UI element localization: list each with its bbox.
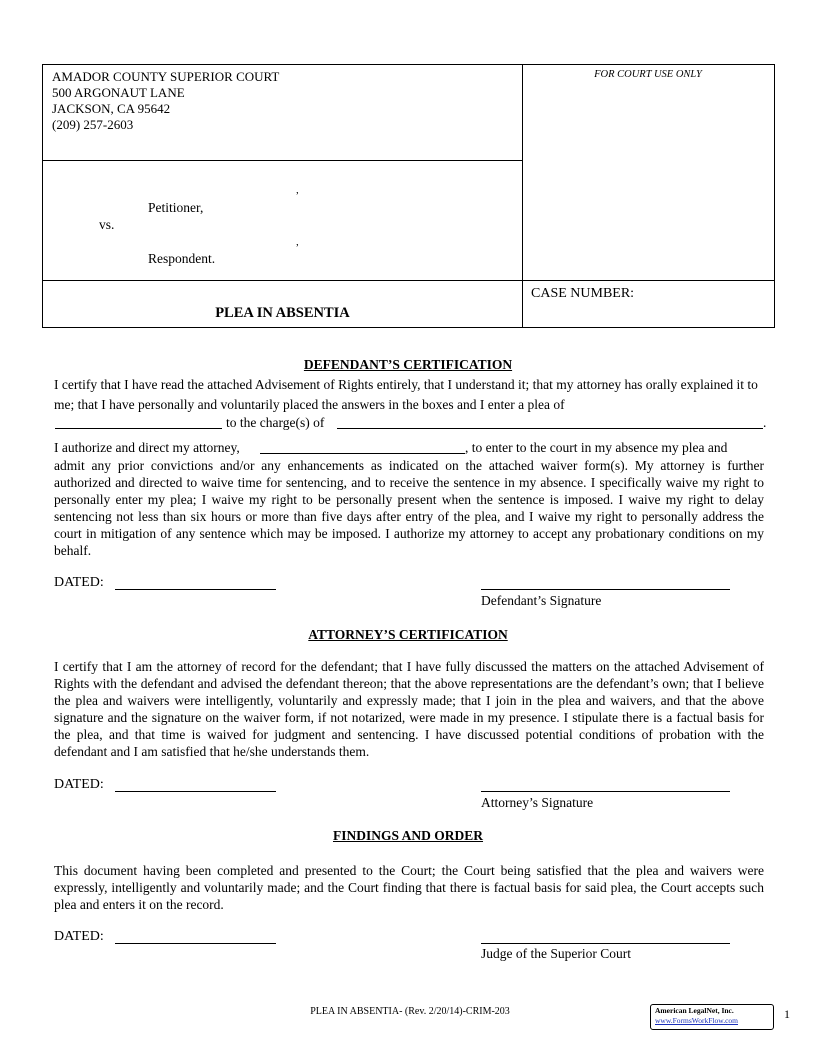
respondent-label: Respondent. [148,251,216,266]
findings-heading: FINDINGS AND ORDER [332,828,484,843]
attorney-signature-line[interactable] [481,791,730,792]
court-address-block [52,69,279,133]
petitioner-label: Petitioner, [148,200,204,215]
judge-date-line[interactable] [115,943,276,944]
respondent-comma: , [296,236,299,248]
publisher-link[interactable]: www.FormsWorkFlow.com [655,1016,739,1025]
charge-label: to the charge(s) of [226,415,325,430]
defendant-date-line[interactable] [115,589,276,590]
footer-form-id: PLEA IN ABSENTIA- (Rev. 2/20/14)-CRIM-203 [310,1006,510,1017]
page-number: 1 [784,1007,790,1021]
defendant-cert-para1: I certify that I have read the attached Advisement of Rights entirely, that I understand it; that my attorney has orally explained it to me; that I have personally and voluntarily placed the answers in the boxes and I enter a plea of [54,377,758,412]
attorney-date-line[interactable] [115,791,276,792]
authorize-lead-text: I authorize and direct my attorney, [54,440,240,455]
attorney-dated-label: DATED: [54,777,104,792]
findings-para: This document having been completed and presented to the Court; the Court being satisfied that the plea and waivers were expressly, intelligently and voluntarily made; and the Court finding that there is factual basis for said plea, the Court accepts such plea and enters it on the record. [54,863,764,912]
petitioner-comma: , [296,184,299,196]
court-use-box [522,64,775,281]
attorney-cert-para: I certify that I am the attorney of record for the defendant; that I have fully discussed the matters on the attached Advisement of Rights with the defendant and advised the defendant thereon; that the above representations are the defendant’s own; that I believe the plea and waivers were intelligently, voluntarily and expressly made; that I join in the plea and waivers, and that the above signature and the signature on the waiver form, if not notarized, were made in my presence. I stipulate there is a factual basis for the plea, and that time is waived for judgment and sentencing. I have discussed potential conditions of probation with the defendant and I am satisfied that he/she understands them. [54,659,764,759]
court-phone: (209) 257-2603 [52,117,134,132]
plea-entry-line[interactable] [55,428,222,429]
judge-dated-label: DATED: [54,929,104,944]
publisher-box[interactable] [650,1004,774,1030]
court-address-line2: JACKSON, CA 95642 [52,101,171,116]
court-address-line1: 500 ARGONAUT LANE [52,85,185,100]
publisher-name: American LegalNet, Inc. [655,1006,734,1015]
attorney-cert-heading: ATTORNEY’S CERTIFICATION [308,627,508,642]
judge-signature-line[interactable] [481,943,730,944]
form-title: PLEA IN ABSENTIA [215,305,350,321]
authorize-after-text: , to enter to the court in my absence my plea and [465,440,728,455]
charges-entry-line[interactable] [337,428,763,429]
defendant-signature-label: Defendant’s Signature [481,593,602,608]
vs-label: vs. [99,217,115,232]
court-name: AMADOR COUNTY SUPERIOR COURT [52,69,280,84]
defendant-dated-label: DATED: [54,575,104,590]
case-number-label: CASE NUMBER: [531,286,635,301]
attorney-name-line[interactable] [260,453,465,454]
charge-period: . [763,415,767,430]
defendant-signature-line[interactable] [481,589,730,590]
defendant-cert-para2: admit any prior convictions and/or any enhancements as indicated on the attached waiver form(s). My attorney is further authorized and directed to waive time for sentencing, and to receive the sentence in my absence. I specifically waive my right to personally enter my plea; I waive my right to be personally present when the sentence is imposed. I waive my right to delay sentencing not less than six hours or more than five days after entry of the plea, and I waive my right to personally address the court in mitigation of any sentence which may be imposed. I authorize my attorney to accept any probationary conditions on my behalf. [54,458,764,558]
defendant-cert-heading: DEFENDANT’S CERTIFICATION [303,357,513,372]
judge-signature-label: Judge of the Superior Court [481,946,631,961]
attorney-signature-label: Attorney’s Signature [481,795,594,810]
court-use-only-label: FOR COURT USE ONLY [594,69,702,80]
